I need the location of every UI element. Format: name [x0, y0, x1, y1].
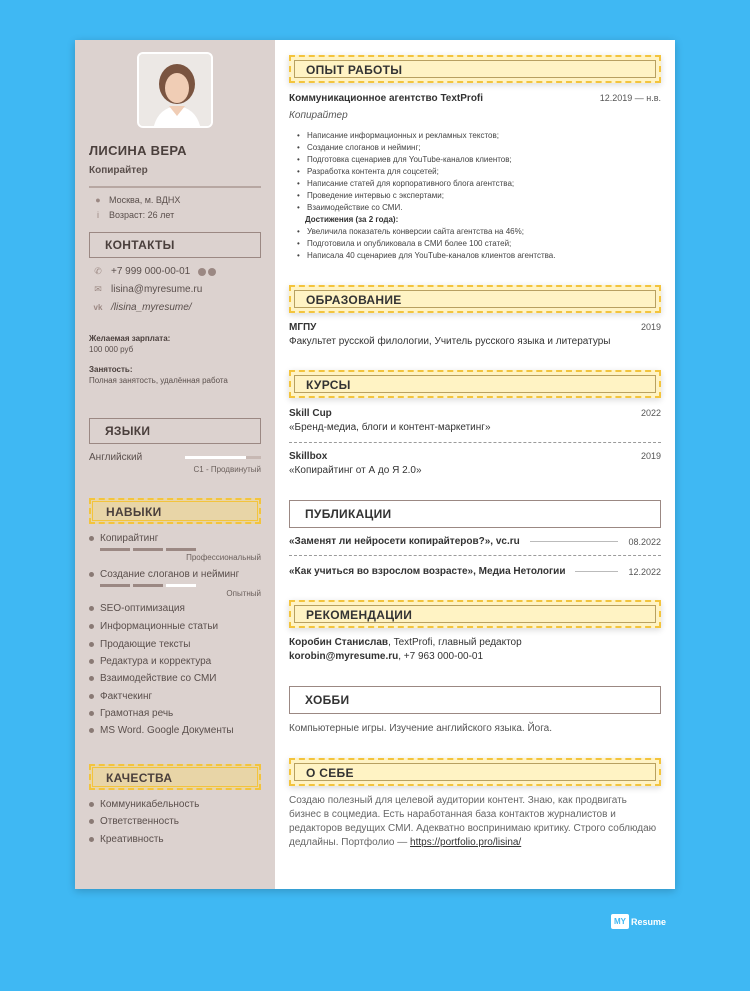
- education-details: Факультет русской филологии, Учитель русского языка и литературы: [289, 336, 611, 347]
- education-heading: ОБРАЗОВАНИЕ: [289, 285, 661, 313]
- quality-item: [89, 799, 199, 810]
- quality-item: [89, 834, 164, 845]
- skill-rating-segment: [166, 548, 196, 551]
- person-name: ЛИСИНА ВЕРА: [89, 143, 187, 158]
- bullet-icon: [89, 711, 94, 716]
- language-name: Английский: [89, 452, 143, 463]
- sidebar: [75, 40, 275, 889]
- courses-heading: КУРСЫ: [289, 370, 661, 398]
- telegram-icon: [208, 268, 216, 276]
- bullet-icon: [89, 819, 94, 824]
- about-body: Создаю полезный для целевой аудитории контент. Знаю, как продвигать бизнес в соцмедиа. Есть наработанная база контактов журналистов и редакторов ведущих СМИ. Адекватно воспринимаю критику. Строго соблюдаю дедлайны. Портфолио —: [289, 795, 657, 848]
- recommender-name: Коробин Станислав: [289, 637, 389, 648]
- skill-item: [89, 569, 239, 580]
- bullet-icon: [89, 572, 94, 577]
- employment-value: Полная занятость, удалённая работа: [89, 376, 228, 385]
- duty-item: • Написание информационных и рекламных текстов;: [307, 131, 499, 140]
- duty-item: • Написание статей для корпоративного блога агентства;: [307, 179, 514, 188]
- skill-item: [89, 603, 185, 614]
- portfolio-link[interactable]: https://portfolio.pro/lisina/: [410, 837, 522, 848]
- skill-rating-segment: [166, 584, 196, 587]
- salary-label: Желаемая зарплата:: [89, 334, 171, 343]
- course-name: Skillbox: [289, 451, 328, 462]
- skill-item: [89, 621, 218, 632]
- education-year: 2019: [640, 322, 661, 332]
- location-row: [93, 195, 180, 205]
- hobbies-text: Компьютерные игры. Изучение английского языка. Йога.: [289, 723, 552, 734]
- bullet-icon: [89, 642, 94, 647]
- employment-label: Занятость:: [89, 365, 133, 374]
- skill-item: [89, 533, 158, 544]
- about-heading: О СЕБЕ: [289, 758, 661, 786]
- skill-name: Редактура и корректура: [100, 656, 212, 667]
- recommendations-heading: РЕКОМЕНДАЦИИ: [289, 600, 661, 628]
- recommender-contacts: [289, 651, 661, 662]
- skills-heading: НАВЫКИ: [89, 498, 261, 524]
- quality-name: Креативность: [100, 834, 164, 845]
- course-year: 2022: [640, 408, 661, 418]
- skill-level: Опытный: [226, 589, 261, 598]
- skill-item: [89, 656, 211, 667]
- duty-item: • Создание слоганов и нейминг;: [307, 143, 421, 152]
- bullet-icon: [89, 694, 94, 699]
- publication-item[interactable]: [289, 536, 661, 547]
- duty-item: • Взаимодействие со СМИ.: [307, 203, 402, 212]
- skill-name: MS Word. Google Документы: [100, 725, 234, 736]
- logo-badge: MY: [611, 914, 629, 929]
- school-name: МГПУ: [289, 322, 317, 333]
- duty-item: • Подготовка сценариев для YouTube-каналов клиентов;: [307, 155, 512, 164]
- languages-heading: ЯЗЫКИ: [89, 418, 261, 444]
- recommender-row: [289, 637, 661, 648]
- skill-item: [89, 708, 173, 719]
- recommender-position: , TextProfi, главный редактор: [388, 637, 522, 648]
- email-row[interactable]: [93, 284, 202, 295]
- achievement-item: • Подготовила и опубликовала в СМИ более 100 статей;: [307, 239, 511, 248]
- language-bar-fill: [185, 456, 246, 459]
- course-name-row: [289, 408, 661, 419]
- bullet-icon: [89, 536, 94, 541]
- course-title: «Копирайтинг от А до Я 2.0»: [289, 465, 422, 476]
- skill-rating-segment: [100, 584, 130, 587]
- skill-name: SEO-оптимизация: [100, 603, 185, 614]
- skill-rating-segment: [100, 548, 130, 551]
- whatsapp-icon: [198, 268, 206, 276]
- publication-title: «Заменят ли нейросети копирайтеров?», vc.ru: [289, 536, 520, 547]
- profile-photo: [137, 52, 213, 128]
- bullet-icon: [89, 837, 94, 842]
- experience-position: Копирайтер: [289, 110, 348, 121]
- leader-line: [530, 541, 619, 542]
- skill-name: Грамотная речь: [100, 708, 174, 719]
- phone-row[interactable]: [93, 266, 216, 277]
- skill-name: Продающие тексты: [100, 639, 191, 650]
- skill-item: [89, 639, 190, 650]
- skill-item: [89, 673, 217, 684]
- education-school: [289, 322, 661, 333]
- achievement-item: • Увеличила показатель конверсии сайта агентства на 46%;: [307, 227, 524, 236]
- quality-item: [89, 816, 179, 827]
- skill-rating-segment: [133, 548, 163, 551]
- phone-icon: ✆: [94, 266, 102, 276]
- publication-title: «Как учиться во взрослом возрасте», Медиа Нетологии: [289, 566, 566, 577]
- publication-item[interactable]: [289, 566, 661, 577]
- skill-name: Информационные статьи: [100, 621, 219, 632]
- logo-text: Resume: [631, 916, 667, 927]
- vk-text: /lisina_myresume/: [111, 302, 192, 313]
- quality-name: Коммуникабельность: [100, 799, 200, 810]
- divider: [89, 186, 261, 188]
- skill-name: Фактчекинг: [100, 691, 153, 702]
- salary-value: 100 000 руб: [89, 345, 134, 354]
- publications-heading: ПУБЛИКАЦИИ: [289, 500, 661, 528]
- course-title: «Бренд-медиа, блоги и контент-маркетинг»: [289, 422, 491, 433]
- leader-line: [575, 571, 618, 572]
- skill-rating: [100, 548, 196, 551]
- course-year: 2019: [640, 451, 661, 461]
- vk-icon: vk: [93, 303, 103, 312]
- achievements-label: Достижения (за 2 года):: [305, 215, 399, 224]
- qualities-heading: КАЧЕСТВА: [89, 764, 261, 790]
- course-name: Skill Cup: [289, 408, 332, 419]
- age-row: [93, 210, 174, 220]
- experience-heading: ОПЫТ РАБОТЫ: [289, 55, 661, 83]
- location-pin-icon: ●: [95, 195, 101, 205]
- myresume-logo: [611, 914, 666, 929]
- recommender-email[interactable]: korobin@myresume.ru: [289, 651, 399, 662]
- duty-item: • Разработка контента для соцсетей;: [307, 167, 439, 176]
- publication-date: 12.2022: [628, 566, 661, 577]
- about-text: [289, 794, 661, 850]
- location-text: Москва, м. ВДНХ: [109, 195, 181, 205]
- email-text: lisina@myresume.ru: [111, 284, 203, 295]
- skill-level: Профессиональный: [186, 553, 261, 562]
- vk-row[interactable]: [93, 302, 192, 313]
- recommender-phone: , +7 963 000-00-01: [398, 651, 484, 662]
- course-name-row: [289, 451, 661, 462]
- company-name: Коммуникационное агентство TextProfi: [289, 93, 484, 104]
- bullet-icon: [89, 676, 94, 681]
- skill-rating-segment: [133, 584, 163, 587]
- quality-name: Ответственность: [100, 816, 179, 827]
- duty-item: • Проведение интервью с экспертами;: [307, 191, 444, 200]
- bullet-icon: [89, 606, 94, 611]
- age-text: Возраст: 26 лет: [109, 210, 175, 220]
- info-icon: i: [97, 210, 99, 220]
- job-title: Копирайтер: [89, 165, 148, 176]
- skill-rating: [100, 584, 196, 587]
- divider: [289, 555, 661, 556]
- phone-text: +7 999 000-00-01: [111, 266, 191, 277]
- skill-name: Взаимодействие со СМИ: [100, 673, 217, 684]
- bullet-icon: [89, 802, 94, 807]
- skill-name: Копирайтинг: [100, 533, 159, 544]
- mail-icon: ✉: [94, 284, 102, 294]
- main-content: [275, 40, 675, 889]
- skill-item: [89, 725, 234, 736]
- hobbies-heading: ХОББИ: [289, 686, 661, 714]
- bullet-icon: [89, 728, 94, 733]
- skill-name: Создание слоганов и нейминг: [100, 569, 240, 580]
- achievement-item: • Написала 40 сценариев для YouTube-каналов клиентов агентства.: [307, 251, 555, 260]
- contacts-heading: КОНТАКТЫ: [89, 232, 261, 258]
- language-level: C1 - Продвинутый: [193, 465, 261, 474]
- bullet-icon: [89, 659, 94, 664]
- experience-company: [289, 93, 661, 104]
- bullet-icon: [89, 624, 94, 629]
- experience-dates: 12.2019 — н.в.: [599, 93, 661, 103]
- divider: [289, 442, 661, 443]
- language-bar: [185, 456, 261, 459]
- publication-date: 08.2022: [628, 536, 661, 547]
- skill-item: [89, 691, 152, 702]
- resume-sheet: [75, 40, 675, 889]
